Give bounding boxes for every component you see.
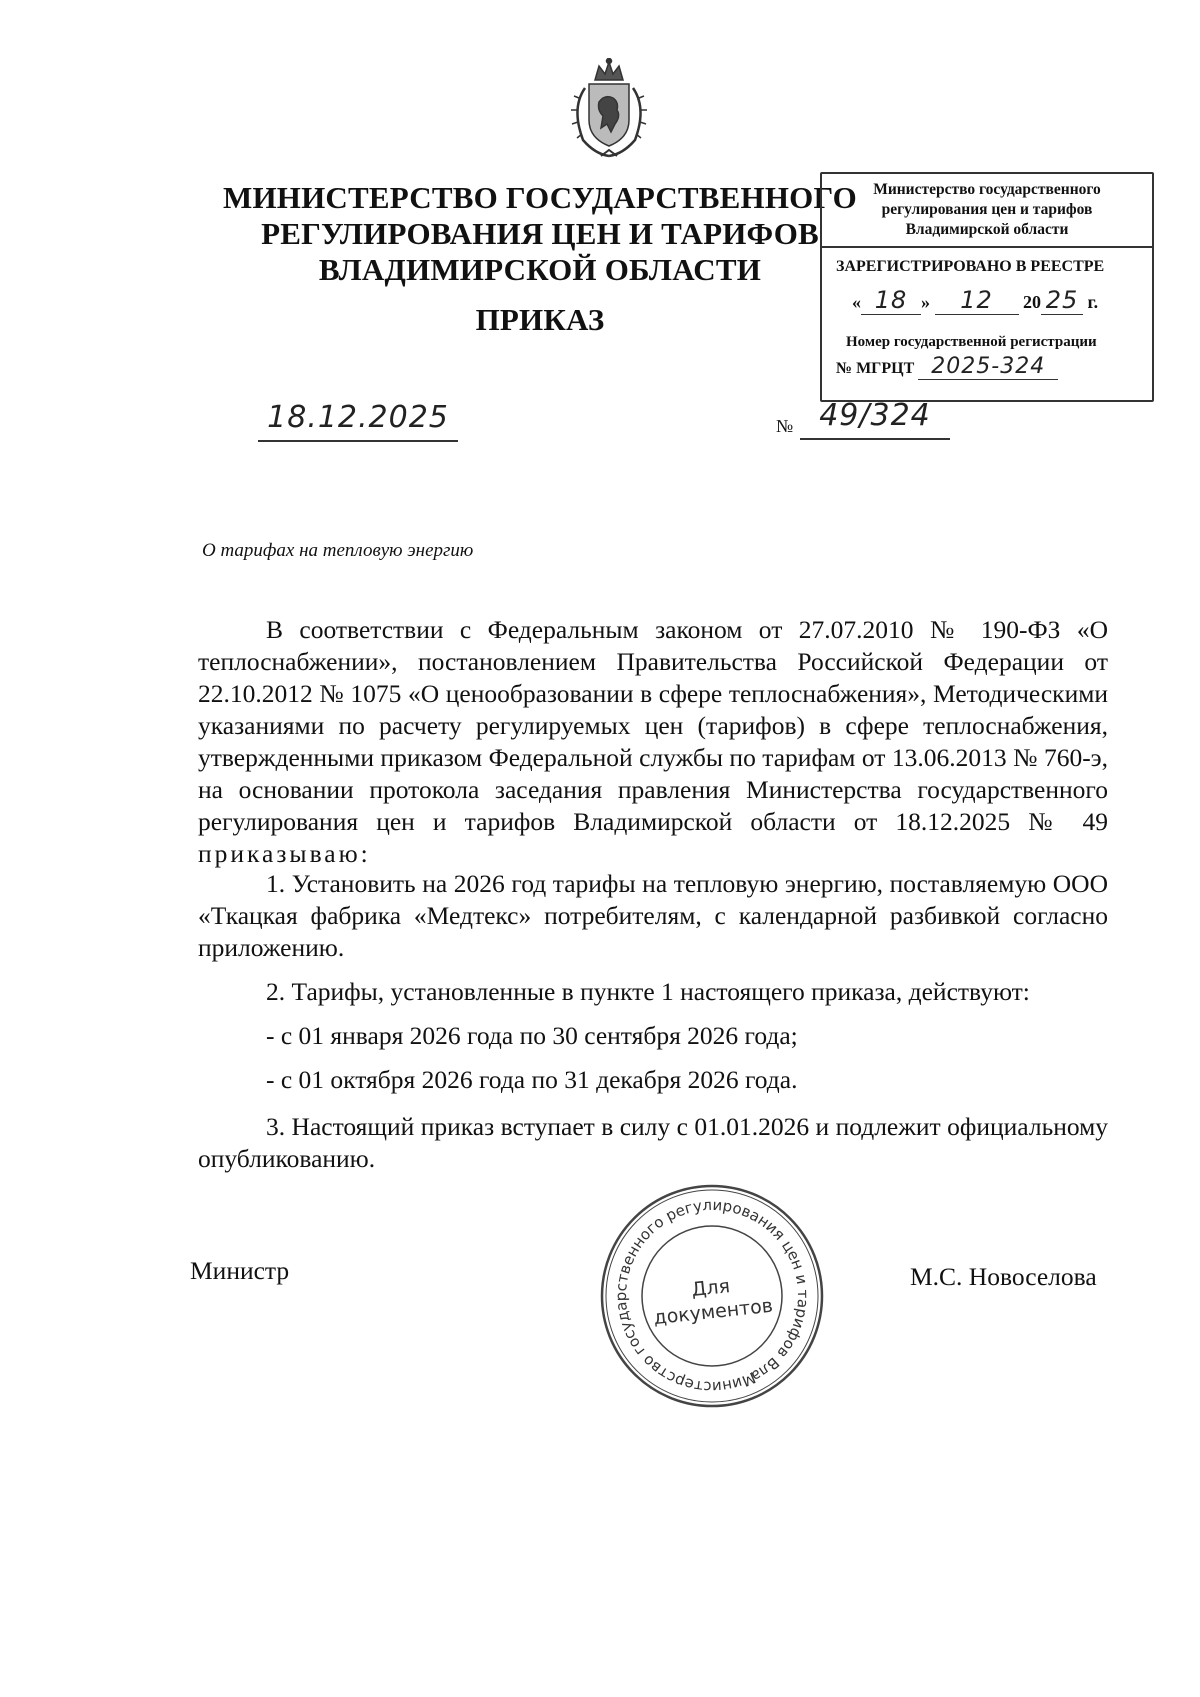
seal-center-line-1: Для: [690, 1275, 731, 1302]
order-subject: О тарифах на тепловую энергию: [202, 540, 474, 561]
order-item-2: 2. Тарифы, установленные в пункте 1 настоящего приказа, действуют:: [266, 977, 1030, 1006]
order-item-1: 1. Установить на 2026 год тарифы на тепловую энергию, поставляемую ООО «Ткацкая фабрика «Медтекс» потребителям, с календарной разбивкой согласно приложению.: [198, 869, 1108, 962]
ministry-name-line-2: РЕГУЛИРОВАНИЯ ЦЕН И ТАРИФОВ: [261, 216, 819, 251]
stamp-registration-date: « 18 » 12 20 25 г.: [852, 286, 1099, 314]
preamble-paragraph: [198, 614, 1108, 870]
registration-stamp: [820, 172, 1154, 402]
preamble-keyword: приказываю:: [198, 839, 371, 868]
stamp-date-month: 12: [935, 286, 1019, 315]
stamp-date-year-suffix: 25: [1041, 286, 1083, 315]
order-item-3: 3. Настоящий приказ вступает в силу с 01.01.2026 и подлежит официальному опубликованию.: [198, 1112, 1108, 1173]
stamp-number-label: Номер государственной регистрации: [846, 334, 1097, 350]
stamp-number-row: [836, 354, 1058, 380]
ministry-name-line-3: ВЛАДИМИРСКОЙ ОБЛАСТИ: [318, 252, 762, 287]
order-item-2-period-a: - с 01 января 2026 года по 30 сентября 2026 года;: [266, 1021, 798, 1050]
order-number: 49/324: [800, 398, 950, 440]
coat-of-arms-emblem: [565, 58, 653, 160]
stamp-org-name: [822, 180, 1152, 240]
preamble-text: В соответствии с Федеральным законом от 27.07.2010 № 190-ФЗ «О теплоснабжении», постановлением Правительства Российской Федерации от 22.10.2012 № 1075 «О ценообразовании в сфере теплоснабжения», Методическими указаниями по расчету регулируемых цен (тарифов) в сфере теплоснабжения, утвержденными приказом Федеральной службы по тарифам от 13.06.2013 № 760-э, на основании протокола заседания правления Министерства государственного регулирования цен и тарифов Владимирской области от 18.12.2025 № 49: [198, 615, 1108, 836]
stamp-org-line-2: регулирования цен и тарифов: [881, 201, 1093, 218]
signer-title: Министр: [190, 1256, 290, 1285]
document-type-title: ПРИКАЗ: [475, 302, 605, 337]
stamp-date-year-prefix: 20: [1023, 292, 1041, 312]
order-item-2-period-b: - с 01 октября 2026 года по 31 декабря 2026 года.: [266, 1065, 798, 1094]
signer-name: М.С. Новоселова: [910, 1262, 1097, 1291]
ministry-name-line-1: МИНИСТЕРСТВО ГОСУДАРСТВЕННОГО: [223, 180, 857, 215]
stamp-divider: [822, 246, 1152, 248]
stamp-date-year-unit: г.: [1087, 292, 1099, 312]
stamp-registered-label: ЗАРЕГИСТРИРОВАНО В РЕЕСТРЕ: [836, 258, 1105, 275]
stamp-number-value: 2025-324: [918, 354, 1058, 380]
seal-ring-text: Министерство государственного регулирования цен и тарифов Владимирской: [611, 1195, 813, 1397]
stamp-date-day: 18: [861, 286, 921, 315]
seal-center-line-2: документов: [652, 1294, 774, 1330]
order-date: 18.12.2025: [258, 400, 458, 442]
stamp-org-line-3: Владимирской области: [905, 221, 1069, 238]
stamp-org-line-1: Министерство государственного: [873, 181, 1101, 198]
order-number-label: №: [776, 416, 794, 436]
stamp-number-prefix: № МГРЦТ: [836, 360, 915, 377]
